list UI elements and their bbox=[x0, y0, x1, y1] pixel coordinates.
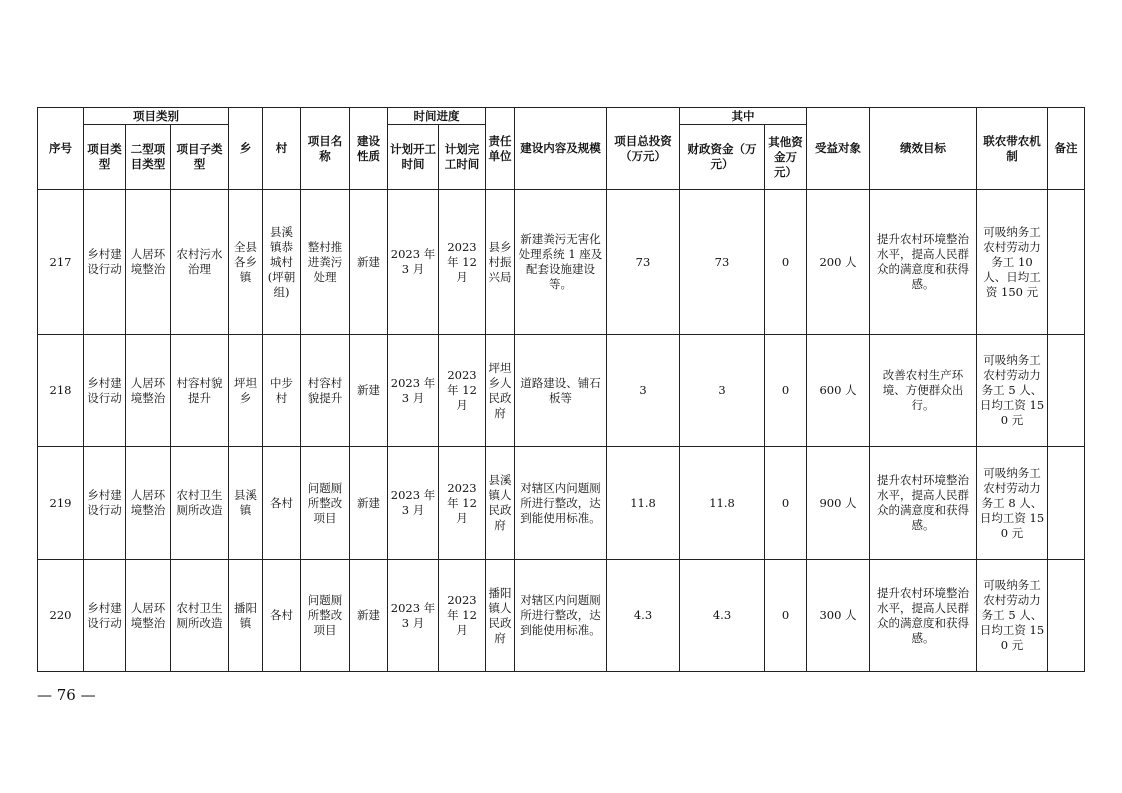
cell-seq: 217 bbox=[38, 190, 84, 335]
cell-remark bbox=[1048, 190, 1085, 335]
header-category: 项目类别 bbox=[84, 108, 229, 125]
header-content: 建设内容及规模 bbox=[515, 108, 607, 190]
cell-type2: 人居环境整治 bbox=[126, 560, 171, 672]
cell-beneficiary: 600 人 bbox=[807, 335, 870, 447]
cell-plan-start: 2023 年 3 月 bbox=[388, 335, 439, 447]
header-among: 其中 bbox=[680, 108, 807, 125]
header-other: 其他资金万元） bbox=[765, 125, 807, 190]
cell-other: 0 bbox=[765, 560, 807, 672]
header-project-type: 项目类型 bbox=[84, 125, 126, 190]
cell-subtype: 农村卫生厕所改造 bbox=[171, 447, 229, 560]
header-mechanism: 联农带农机制 bbox=[977, 108, 1048, 190]
cell-seq: 218 bbox=[38, 335, 84, 447]
cell-other: 0 bbox=[765, 335, 807, 447]
header-plan-end: 计划完工时间 bbox=[439, 125, 486, 190]
cell-nature: 新建 bbox=[350, 335, 388, 447]
cell-plan-end: 2023 年 12 月 bbox=[439, 560, 486, 672]
header-plan-start: 计划开工时间 bbox=[388, 125, 439, 190]
cell-type2: 人居环境整治 bbox=[126, 335, 171, 447]
cell-total-invest: 4.3 bbox=[607, 560, 680, 672]
header-type2: 二型项目类型 bbox=[126, 125, 171, 190]
project-table bbox=[37, 107, 1085, 672]
cell-content: 对辖区内问题厕所进行整改，达到能使用标准。 bbox=[515, 560, 607, 672]
cell-beneficiary: 200 人 bbox=[807, 190, 870, 335]
cell-plan-end: 2023 年 12 月 bbox=[439, 190, 486, 335]
table-row bbox=[38, 190, 1085, 335]
cell-nature: 新建 bbox=[350, 560, 388, 672]
cell-project-name: 问题厕所整改项目 bbox=[301, 560, 350, 672]
page-number: — 76 — bbox=[37, 686, 96, 704]
header-schedule: 时间进度 bbox=[388, 108, 486, 125]
cell-village: 各村 bbox=[263, 560, 301, 672]
cell-township: 县溪镇 bbox=[229, 447, 263, 560]
cell-mechanism: 可吸纳务工农村劳动力务工 5 人、日均工资 150 元 bbox=[977, 335, 1048, 447]
cell-township: 全县各乡镇 bbox=[229, 190, 263, 335]
table-row bbox=[38, 560, 1085, 672]
cell-remark bbox=[1048, 560, 1085, 672]
cell-content: 道路建设、铺石板等 bbox=[515, 335, 607, 447]
cell-plan-end: 2023 年 12 月 bbox=[439, 447, 486, 560]
header-fiscal: 财政资金（万元） bbox=[680, 125, 765, 190]
cell-seq: 219 bbox=[38, 447, 84, 560]
cell-fiscal: 73 bbox=[680, 190, 765, 335]
cell-subtype: 农村卫生厕所改造 bbox=[171, 560, 229, 672]
cell-goal: 提升农村环境整治水平，提高人民群众的满意度和获得感。 bbox=[870, 447, 977, 560]
header-total-invest: 项目总投资（万元） bbox=[607, 108, 680, 190]
cell-plan-start: 2023 年 3 月 bbox=[388, 560, 439, 672]
cell-goal: 提升农村环境整治水平，提高人民群众的满意度和获得感。 bbox=[870, 190, 977, 335]
header-village: 村 bbox=[263, 108, 301, 190]
cell-goal: 提升农村环境整治水平，提高人民群众的满意度和获得感。 bbox=[870, 560, 977, 672]
cell-fiscal: 3 bbox=[680, 335, 765, 447]
cell-total-invest: 73 bbox=[607, 190, 680, 335]
cell-unit: 县溪镇人民政府 bbox=[486, 447, 515, 560]
cell-project-name: 村容村貌提升 bbox=[301, 335, 350, 447]
cell-other: 0 bbox=[765, 447, 807, 560]
cell-fiscal: 11.8 bbox=[680, 447, 765, 560]
cell-unit: 县乡村振兴局 bbox=[486, 190, 515, 335]
cell-mechanism: 可吸纳务工农村劳动力务工 10 人、日均工资 150 元 bbox=[977, 190, 1048, 335]
cell-village: 中步村 bbox=[263, 335, 301, 447]
cell-subtype: 村容村貌提升 bbox=[171, 335, 229, 447]
cell-township: 播阳镇 bbox=[229, 560, 263, 672]
cell-plan-end: 2023 年 12 月 bbox=[439, 335, 486, 447]
cell-content: 新建粪污无害化处理系统 1 座及配套设施建设等。 bbox=[515, 190, 607, 335]
cell-nature: 新建 bbox=[350, 190, 388, 335]
cell-project-type: 乡村建设行动 bbox=[84, 560, 126, 672]
cell-beneficiary: 300 人 bbox=[807, 560, 870, 672]
header-remark: 备注 bbox=[1048, 108, 1085, 190]
header-seq: 序号 bbox=[38, 108, 84, 190]
header-goal: 绩效目标 bbox=[870, 108, 977, 190]
cell-plan-start: 2023 年 3 月 bbox=[388, 447, 439, 560]
table-row bbox=[38, 335, 1085, 447]
cell-project-name: 整村推进粪污处理 bbox=[301, 190, 350, 335]
cell-fiscal: 4.3 bbox=[680, 560, 765, 672]
header-project-name: 项目名称 bbox=[301, 108, 350, 190]
header-nature: 建设性质 bbox=[350, 108, 388, 190]
cell-beneficiary: 900 人 bbox=[807, 447, 870, 560]
cell-mechanism: 可吸纳务工农村劳动力务工 8 人、日均工资 150 元 bbox=[977, 447, 1048, 560]
cell-remark bbox=[1048, 335, 1085, 447]
cell-total-invest: 3 bbox=[607, 335, 680, 447]
cell-project-type: 乡村建设行动 bbox=[84, 190, 126, 335]
cell-nature: 新建 bbox=[350, 447, 388, 560]
header-township: 乡 bbox=[229, 108, 263, 190]
cell-mechanism: 可吸纳务工农村劳动力务工 5 人、日均工资 150 元 bbox=[977, 560, 1048, 672]
header-subtype: 项目子类型 bbox=[171, 125, 229, 190]
cell-seq: 220 bbox=[38, 560, 84, 672]
header-unit: 责任单位 bbox=[486, 108, 515, 190]
cell-remark bbox=[1048, 447, 1085, 560]
cell-total-invest: 11.8 bbox=[607, 447, 680, 560]
cell-type2: 人居环境整治 bbox=[126, 190, 171, 335]
cell-unit: 坪坦乡人民政府 bbox=[486, 335, 515, 447]
cell-other: 0 bbox=[765, 190, 807, 335]
cell-project-name: 问题厕所整改项目 bbox=[301, 447, 350, 560]
header-beneficiary: 受益对象 bbox=[807, 108, 870, 190]
table-row bbox=[38, 447, 1085, 560]
cell-township: 坪坦乡 bbox=[229, 335, 263, 447]
cell-type2: 人居环境整治 bbox=[126, 447, 171, 560]
cell-project-type: 乡村建设行动 bbox=[84, 447, 126, 560]
cell-project-type: 乡村建设行动 bbox=[84, 335, 126, 447]
cell-unit: 播阳镇人民政府 bbox=[486, 560, 515, 672]
cell-village: 县溪镇恭城村(坪朝组) bbox=[263, 190, 301, 335]
cell-content: 对辖区内问题厕所进行整改，达到能使用标准。 bbox=[515, 447, 607, 560]
cell-plan-start: 2023 年 3 月 bbox=[388, 190, 439, 335]
cell-village: 各村 bbox=[263, 447, 301, 560]
cell-subtype: 农村污水治理 bbox=[171, 190, 229, 335]
cell-goal: 改善农村生产环境、方便群众出行。 bbox=[870, 335, 977, 447]
